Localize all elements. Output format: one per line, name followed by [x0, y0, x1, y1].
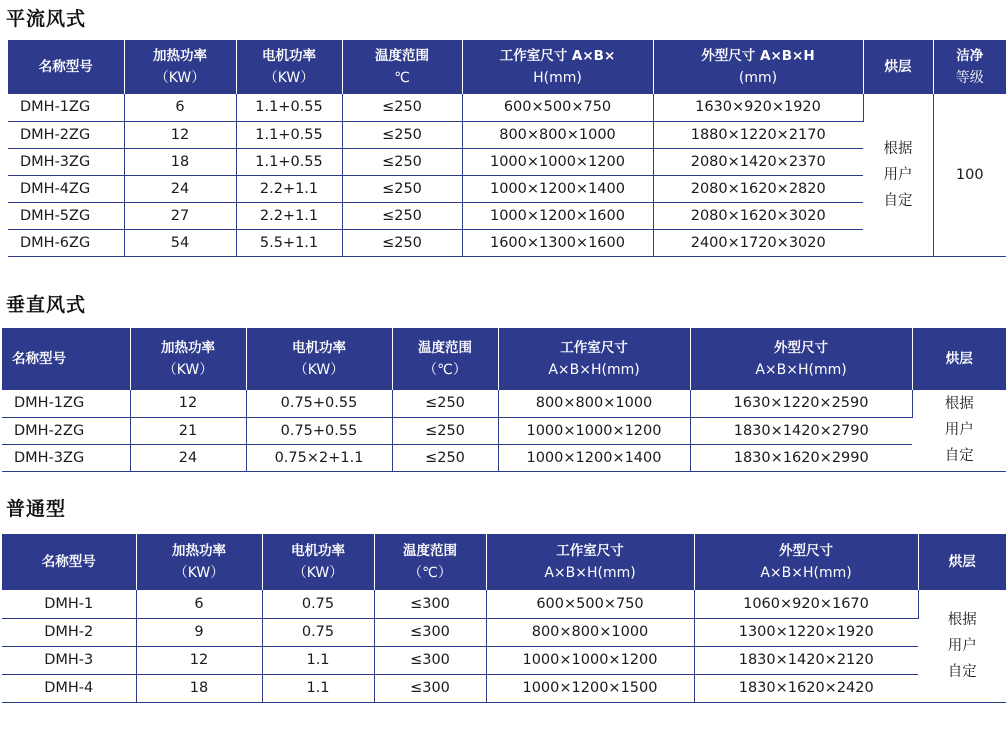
cell-temp-range: ≤250: [342, 202, 462, 229]
cell-outer-size: 1630×920×1920: [653, 94, 863, 121]
table-row: [2, 674, 1006, 702]
header-temp-range: 温度范围 （℃）: [374, 534, 486, 590]
cell-chamber-size: 1000×1200×1400: [462, 175, 653, 202]
cell-chamber-size: 800×800×1000: [486, 618, 694, 646]
section-title-horizontal-flow: 平流风式: [6, 8, 87, 30]
header-layers: 烘层: [918, 534, 1006, 590]
cell-outer-size: 2400×1720×3020: [653, 229, 863, 256]
cell-outer-size: 1060×920×1670: [694, 590, 918, 618]
cell-temp-range: ≤300: [374, 590, 486, 618]
cell-outer-size: 1630×1220×2590: [690, 390, 912, 417]
cell-outer-size: 2080×1620×3020: [653, 202, 863, 229]
header-outer-size: 外型尺寸 A×B×H(mm): [694, 534, 918, 590]
cell-heating-power: 27: [124, 202, 236, 229]
header-temp-range: 温度范围 （℃）: [392, 328, 498, 390]
spec-table-horizontal-flow: [8, 40, 1006, 257]
cell-motor-power: 2.2+1.1: [236, 175, 342, 202]
table-row: [8, 94, 1006, 121]
cell-outer-size: 1830×1420×2790: [690, 417, 912, 444]
header-chamber-size: 工作室尺寸 A×B× H(mm): [462, 40, 653, 94]
table-row: [2, 590, 1006, 618]
cell-layers-merged: 根据 用户 自定: [918, 590, 1006, 702]
cell-model: DMH-5ZG: [8, 202, 124, 229]
cell-temp-range: ≤300: [374, 646, 486, 674]
header-motor-power: 电机功率 （KW）: [262, 534, 374, 590]
cell-outer-size: 1830×1420×2120: [694, 646, 918, 674]
cell-outer-size: 1300×1220×1920: [694, 618, 918, 646]
section-title-vertical-flow: 垂直风式: [6, 294, 87, 316]
cell-temp-range: ≤250: [342, 148, 462, 175]
header-motor-power: 电机功率 （KW）: [246, 328, 392, 390]
cell-model: DMH-2ZG: [8, 121, 124, 148]
cell-heating-power: 21: [130, 417, 246, 444]
cell-chamber-size: 1000×1200×1500: [486, 674, 694, 702]
cell-model: DMH-4: [2, 674, 136, 702]
cell-motor-power: 1.1+0.55: [236, 148, 342, 175]
section-title-standard: 普通型: [6, 498, 67, 520]
cell-heating-power: 24: [124, 175, 236, 202]
cell-motor-power: 1.1: [262, 674, 374, 702]
header-chamber-size: 工作室尺寸 A×B×H(mm): [486, 534, 694, 590]
cell-heating-power: 24: [130, 444, 246, 471]
header-outer-size: 外型尺寸 A×B×H (mm): [653, 40, 863, 94]
header-model: 名称型号: [8, 40, 124, 94]
header-heating-power: 加热功率 （KW）: [124, 40, 236, 94]
cell-temp-range: ≤250: [342, 121, 462, 148]
header-model: 名称型号: [2, 328, 130, 390]
cell-outer-size: 2080×1620×2820: [653, 175, 863, 202]
cell-outer-size: 1880×1220×2170: [653, 121, 863, 148]
cell-heating-power: 12: [136, 646, 262, 674]
cell-temp-range: ≤250: [392, 390, 498, 417]
cell-chamber-size: 1000×1000×1200: [462, 148, 653, 175]
header-clean-grade: 洁净 等级: [933, 40, 1006, 94]
cell-model: DMH-2: [2, 618, 136, 646]
cell-model: DMH-6ZG: [8, 229, 124, 256]
table-row: [2, 618, 1006, 646]
header-outer-size: 外型尺寸 A×B×H(mm): [690, 328, 912, 390]
cell-chamber-size: 1000×1000×1200: [498, 417, 690, 444]
cell-motor-power: 0.75+0.55: [246, 390, 392, 417]
cell-temp-range: ≤250: [342, 229, 462, 256]
spec-table-standard: [2, 534, 1006, 703]
cell-temp-range: ≤250: [392, 417, 498, 444]
header-layers: 烘层: [912, 328, 1006, 390]
cell-model: DMH-3: [2, 646, 136, 674]
cell-heating-power: 9: [136, 618, 262, 646]
cell-model: DMH-3ZG: [8, 148, 124, 175]
cell-outer-size: 1830×1620×2990: [690, 444, 912, 471]
cell-chamber-size: 600×500×750: [462, 94, 653, 121]
cell-model: DMH-1: [2, 590, 136, 618]
cell-chamber-size: 800×800×1000: [498, 390, 690, 417]
cell-chamber-size: 1000×1000×1200: [486, 646, 694, 674]
cell-chamber-size: 1000×1200×1400: [498, 444, 690, 471]
cell-temp-range: ≤250: [342, 175, 462, 202]
table-row: [2, 444, 1006, 471]
cell-model: DMH-4ZG: [8, 175, 124, 202]
cell-model: DMH-2ZG: [2, 417, 130, 444]
cell-model: DMH-1ZG: [8, 94, 124, 121]
cell-heating-power: 18: [124, 148, 236, 175]
cell-motor-power: 1.1: [262, 646, 374, 674]
header-heating-power: 加热功率 （KW）: [130, 328, 246, 390]
cell-temp-range: ≤300: [374, 618, 486, 646]
cell-motor-power: 0.75: [262, 590, 374, 618]
spec-table-vertical-flow: [2, 328, 1006, 472]
cell-motor-power: 2.2+1.1: [236, 202, 342, 229]
cell-heating-power: 6: [124, 94, 236, 121]
cell-heating-power: 12: [130, 390, 246, 417]
cell-motor-power: 1.1+0.55: [236, 121, 342, 148]
cell-layers-merged: 根据 用户 自定: [863, 94, 933, 256]
cell-motor-power: 1.1+0.55: [236, 94, 342, 121]
header-layers: 烘层: [863, 40, 933, 94]
table-row: [2, 390, 1006, 417]
cell-heating-power: 54: [124, 229, 236, 256]
cell-layers-merged: 根据 用户 自定: [912, 390, 1006, 471]
cell-chamber-size: 1600×1300×1600: [462, 229, 653, 256]
cell-model: DMH-1ZG: [2, 390, 130, 417]
cell-temp-range: ≤300: [374, 674, 486, 702]
cell-chamber-size: 600×500×750: [486, 590, 694, 618]
cell-clean-grade-merged: 100: [933, 94, 1006, 256]
cell-motor-power: 0.75×2+1.1: [246, 444, 392, 471]
cell-motor-power: 5.5+1.1: [236, 229, 342, 256]
table-row: [2, 417, 1006, 444]
cell-chamber-size: 800×800×1000: [462, 121, 653, 148]
cell-temp-range: ≤250: [392, 444, 498, 471]
header-model: 名称型号: [2, 534, 136, 590]
table-row: [8, 202, 1006, 229]
cell-motor-power: 0.75+0.55: [246, 417, 392, 444]
cell-temp-range: ≤250: [342, 94, 462, 121]
table-row: [8, 175, 1006, 202]
cell-heating-power: 12: [124, 121, 236, 148]
cell-motor-power: 0.75: [262, 618, 374, 646]
header-motor-power: 电机功率 （KW）: [236, 40, 342, 94]
header-temp-range: 温度范围 ℃: [342, 40, 462, 94]
cell-chamber-size: 1000×1200×1600: [462, 202, 653, 229]
header-chamber-size: 工作室尺寸 A×B×H(mm): [498, 328, 690, 390]
table-row: [8, 121, 1006, 148]
table-row: [2, 646, 1006, 674]
header-heating-power: 加热功率 （KW）: [136, 534, 262, 590]
cell-outer-size: 2080×1420×2370: [653, 148, 863, 175]
cell-model: DMH-3ZG: [2, 444, 130, 471]
cell-outer-size: 1830×1620×2420: [694, 674, 918, 702]
cell-heating-power: 18: [136, 674, 262, 702]
table-row: [8, 229, 1006, 256]
cell-heating-power: 6: [136, 590, 262, 618]
table-row: [8, 148, 1006, 175]
